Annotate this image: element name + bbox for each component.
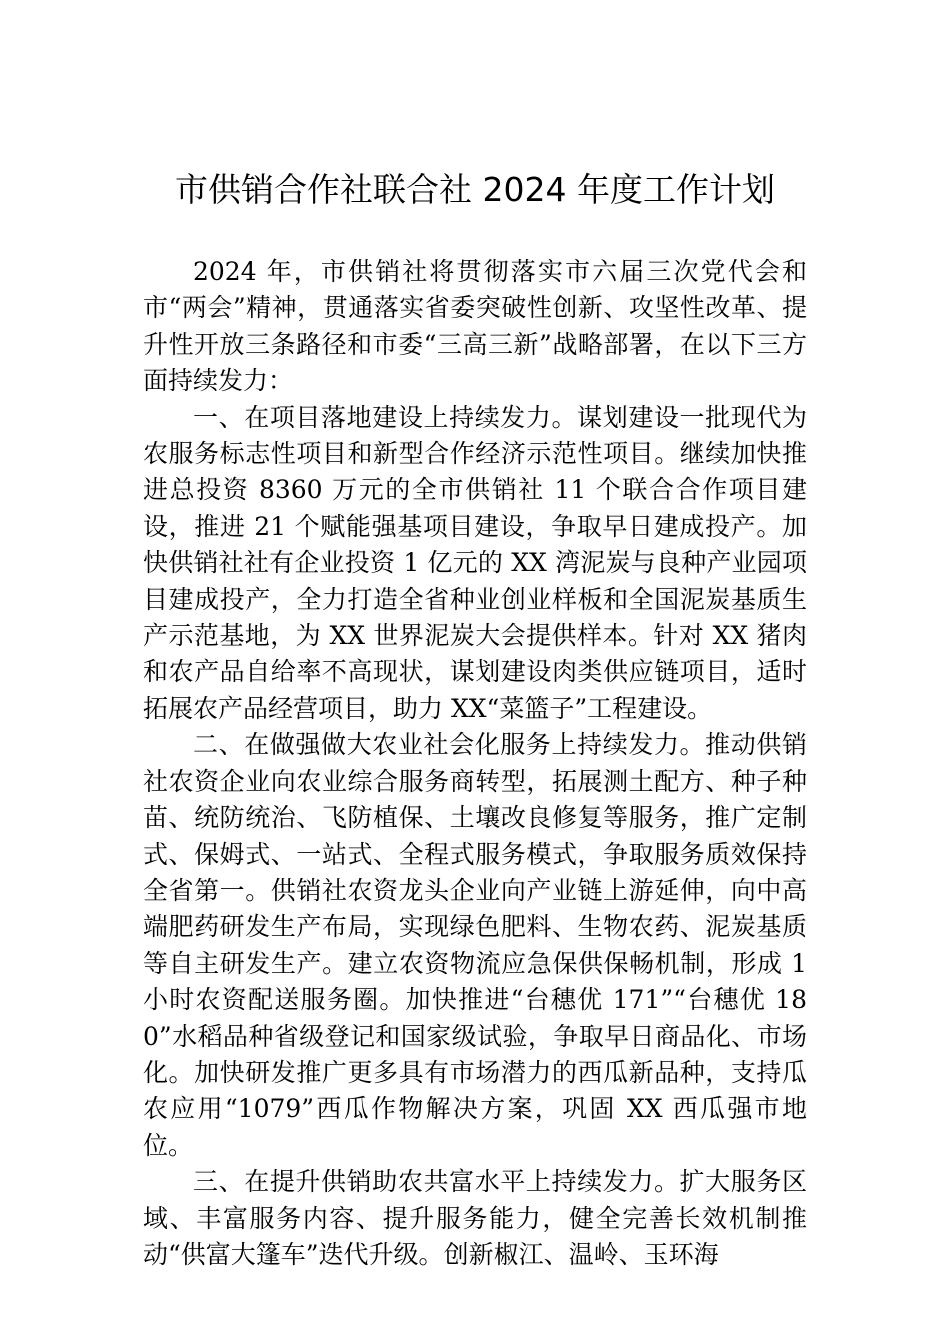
paragraph-section-3: 三、在提升供销助农共富水平上持续发力。扩大服务区域、丰富服务内容、提升服务能力，健全完善长效机制推动“供富大篷车”迭代升级。创新椒江、温岭、玉环海	[143, 1167, 807, 1269]
paragraph-section-2: 二、在做强做大农业社会化服务上持续发力。推动供销社农资企业向农业综合服务商转型，拓展测土配方、种子种苗、统防统治、飞防植保、土壤改良修复等服务，推广定制式、保姆式、一站式、全程式服务模式，争取服务质效保持全省第一。供销社农资龙头企业向产业链上游延伸，向中高端肥药研发生产布局，实现绿色肥料、生物农药、泥炭基质等自主研发生产。建立农资物流应急保供保畅机制，形成 1 小时农资配送服务圈。加快推进“台穗优 171”“台穗优 180”水稻品种省级登记和国家级试验，争取早日商品化、市场化。加快研发推广更多具有市场潜力的西瓜新品种，支持瓜农应用“1079”西瓜作物解决方案，巩固 XX 西瓜强市地位。	[143, 730, 807, 1160]
document-body	[143, 254, 807, 1273]
paragraph-intro: 2024 年，市供销社将贯彻落实市六届三次党代会和市“两会”精神，贯通落实省委突破性创新、攻坚性改革、提升性开放三条路径和市委“三高三新”战略部署，在以下三方面持续发力：	[143, 257, 807, 396]
document-title: 市供销合作社联合社 2024 年度工作计划	[175, 170, 775, 209]
paragraph-section-1: 一、在项目落地建设上持续发力。谋划建设一批现代为农服务标志性项目和新型合作经济示范性项目。继续加快推进总投资 8360 万元的全市供销社 11 个联合合作项目建设，推进 21 个赋能强基项目建设，争取早日建成投产。加快供销社社有企业投资 1 亿元的 XX 湾泥炭与良种产业园项目建成投产，全力打造全省种业创业样板和全国泥炭基质生产示范基地，为 XX 世界泥炭大会提供样本。针对 XX 猪肉和农产品自给率不高现状，谋划建设肉类供应链项目，适时拓展农产品经营项目，助力 XX“菜篮子”工程建设。	[143, 402, 807, 723]
